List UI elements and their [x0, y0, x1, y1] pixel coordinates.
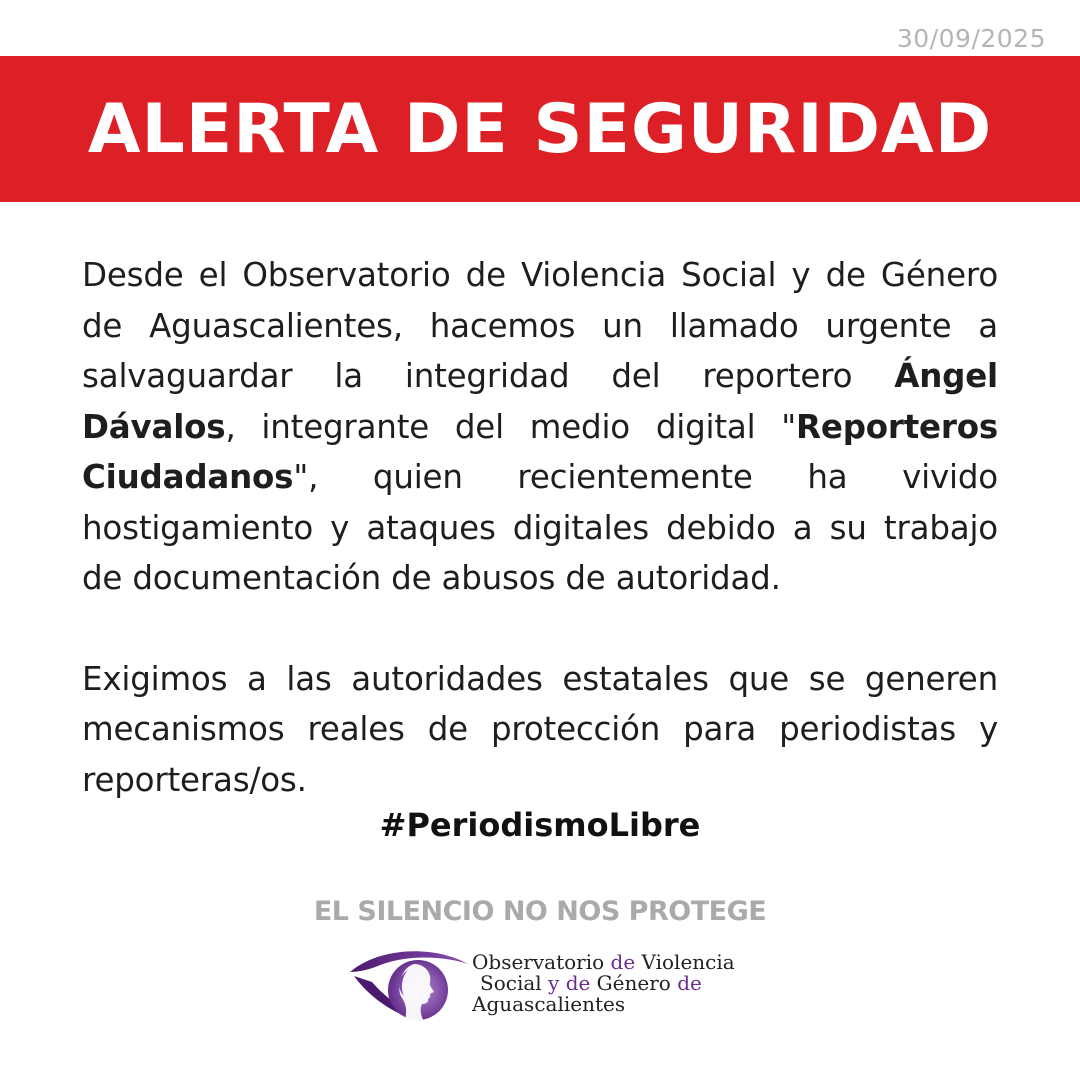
paragraph-2: Exigimos a las autoridades estatales que se generen mecanismos reales de protección para periodistas y reporteras/os. — [82, 659, 998, 799]
logo-line-2-d: de — [677, 971, 702, 995]
slogan: EL SILENCIO NO NOS PROTEGE — [313, 896, 767, 927]
post-date: 30/09/2025 — [896, 24, 1046, 53]
logo-line-2-b: y de — [548, 971, 591, 995]
logo-line-1 — [472, 952, 735, 973]
alert-banner — [0, 56, 1080, 202]
logo-wordmark — [472, 952, 735, 1015]
media-outlet-name: Reporteros Ciudadanos — [82, 407, 998, 496]
logo-line-3: Aguascalientes — [472, 992, 626, 1016]
paragraph-1 — [82, 250, 998, 604]
statement-body — [82, 250, 998, 805]
logo-line-1-a: Observatorio — [472, 950, 611, 974]
p1-text-c: ", quien recientemente ha vivido hostigamiento y ataques digitales debido a su trabajo de documentación de abusos de autoridad. — [82, 458, 998, 597]
observatory-logo — [348, 946, 738, 1026]
eye-woman-profile-icon — [348, 946, 474, 1026]
banner-title: ALERTA DE SEGURIDAD — [87, 89, 993, 169]
logo-line-1-c: Violencia — [635, 950, 735, 974]
hashtag: #PeriodismoLibre — [379, 806, 701, 844]
logo-line-2 — [472, 973, 735, 994]
logo-line-1-b: de — [610, 950, 636, 974]
reporter-name: Ángel Dávalos — [82, 357, 998, 446]
logo-line-2-a: Social — [480, 971, 549, 995]
p1-text-a: Desde el Observatorio de Violencia Social y de Género de Aguascalientes, hacemos un llamado urgente a salvaguardar la integridad del reportero — [82, 256, 998, 395]
logo-line-2-c: Género — [590, 971, 678, 995]
p1-text-b: , integrante del medio digital " — [225, 407, 797, 446]
